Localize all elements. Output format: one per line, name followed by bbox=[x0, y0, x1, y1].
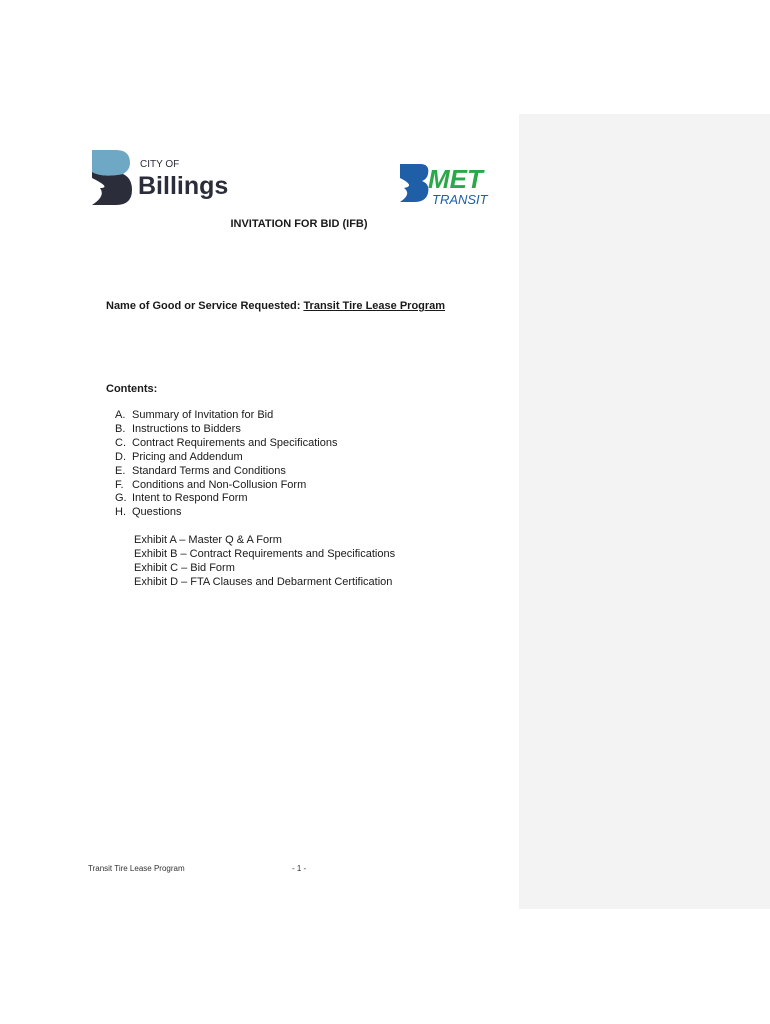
document-title: INVITATION FOR BID (IFB) bbox=[230, 218, 368, 230]
contents-item: B. Instructions to Bidders bbox=[115, 422, 241, 435]
page-number: - 1 - bbox=[292, 864, 307, 873]
contents-item: F. Conditions and Non-Collusion Form bbox=[115, 478, 307, 491]
exhibit-item: Exhibit A – Master Q & A Form bbox=[134, 534, 282, 546]
svg-text:TRANSIT: TRANSIT bbox=[432, 192, 488, 207]
contents-item: G. Intent to Respond Form bbox=[115, 492, 248, 505]
contents-item: H. Questions bbox=[115, 506, 182, 519]
contents-item: C. Contract Requirements and Specifications bbox=[115, 436, 338, 449]
exhibit-item: Exhibit D – FTA Clauses and Debarment Certification bbox=[134, 575, 393, 588]
contents-list bbox=[115, 409, 337, 520]
contents-heading: Contents: bbox=[106, 383, 158, 395]
comment-margin-pane bbox=[519, 114, 770, 909]
svg-text:MET: MET bbox=[428, 164, 483, 194]
met-transit-logo bbox=[398, 160, 508, 208]
svg-text:Billings: Billings bbox=[138, 172, 229, 200]
service-value: Transit Tire Lease Program bbox=[303, 300, 446, 312]
exhibit-item: Exhibit B – Contract Requirements and Specifications bbox=[134, 547, 396, 560]
exhibit-item: Exhibit C – Bid Form bbox=[134, 561, 235, 574]
city-of-billings-logo bbox=[90, 148, 235, 208]
billings-b-icon bbox=[90, 148, 235, 208]
contents-item: A. Summary of Invitation for Bid bbox=[115, 409, 274, 421]
svg-text:CITY OF: CITY OF bbox=[140, 159, 180, 170]
service-requested bbox=[106, 300, 445, 312]
exhibits-list bbox=[134, 534, 395, 590]
contents-item: D. Pricing and Addendum bbox=[115, 450, 243, 463]
contents-item: E. Standard Terms and Conditions bbox=[115, 464, 286, 477]
service-label: Name of Good or Service Requested: bbox=[106, 300, 304, 312]
footer-title: Transit Tire Lease Program bbox=[88, 864, 185, 873]
met-transit-icon bbox=[398, 160, 508, 208]
